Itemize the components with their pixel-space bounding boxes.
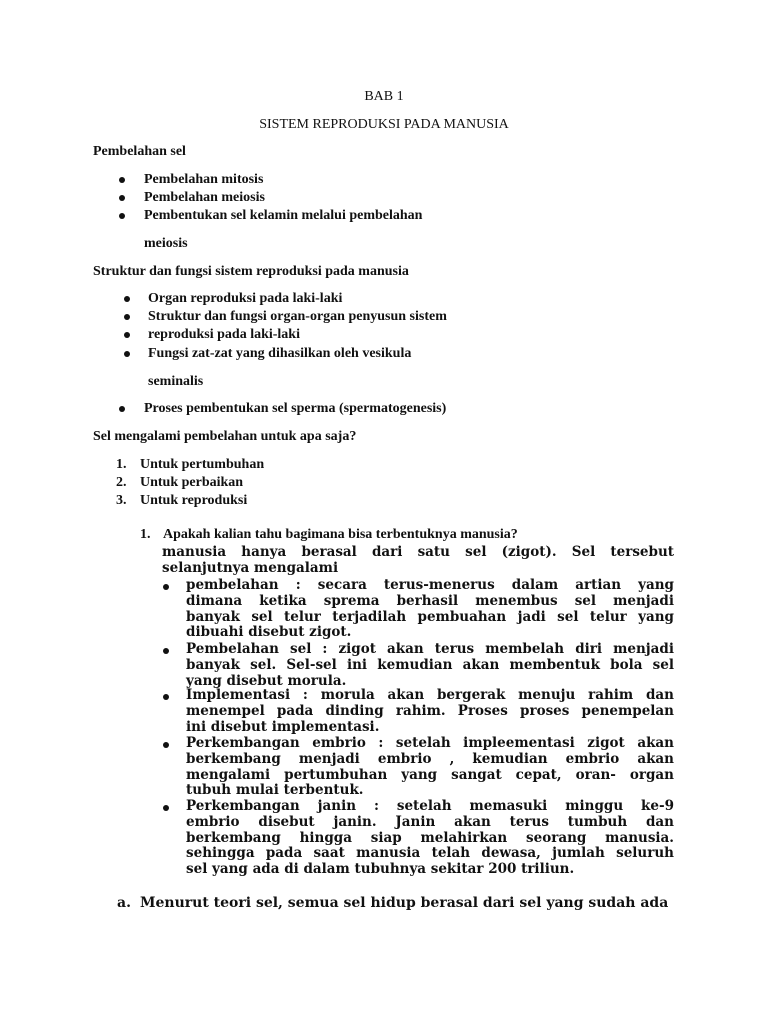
bullet-line: Implementasi : morula akan bergerak menuju rahim dan [186, 687, 674, 703]
answer-line: manusia hanya berasal dari satu sel (zigot). Sel tersebut [162, 544, 674, 560]
list-number: 1. [116, 457, 127, 472]
bullet-marker [163, 805, 169, 811]
answer-bullet-janin [186, 799, 674, 878]
answer-bullet-embrio [186, 736, 674, 799]
answer-bullet-pembelahan [186, 578, 674, 641]
section1-item: Pembelahan mitosis [144, 172, 264, 187]
chapter-label: BAB 1 [364, 89, 404, 104]
section2-item: Organ reproduksi pada laki-laki [148, 291, 343, 306]
section1-item: Pembentukan sel kelamin melalui pembelahan [144, 208, 423, 223]
answer-bullet-pembelahan-sel [186, 642, 674, 689]
answer-bullet-implementasi [186, 688, 674, 735]
section2-item: Struktur dan fungsi organ-organ penyusun sistem [148, 309, 447, 324]
section1-title: Pembelahan sel [93, 144, 186, 159]
section3-item: Untuk perbaikan [140, 475, 244, 490]
chapter-title: SISTEM REPRODUKSI PADA MANUSIA [259, 117, 509, 132]
bullet-line: banyak sel telur terjadilah pembuahan jadi sel telur yang [186, 608, 674, 625]
bullet-marker [124, 314, 130, 320]
bullet-line: yang disebut morula. [186, 672, 347, 689]
bullet-line: berkembang menjadi embrio , kemudian embrio akan [186, 750, 674, 767]
bullet-marker [119, 195, 125, 201]
section2-item: Fungsi zat-zat yang dihasilkan oleh vesikula [148, 346, 412, 361]
bullet-line: mengalami pertumbuhan yang sangat cepat, oran- organ [186, 766, 674, 783]
section2-continuation: seminalis [148, 374, 204, 389]
question-text: Apakah kalian tahu bagimana bisa terbentuknya manusia? [163, 527, 518, 542]
section2-item: reproduksi pada laki-laki [148, 327, 300, 342]
bullet-line: Perkembangan janin : setelah memasuki minggu ke-9 [186, 798, 674, 814]
bullet-marker [119, 177, 125, 183]
note-text: Menurut teori sel, semua sel hidup berasal dari sel yang sudah ada [140, 895, 669, 911]
bullet-line: sehingga pada saat manusia telah dewasa, jumlah seluruh [186, 845, 674, 862]
bullet-line: tubuh mulai terbentuk. [186, 782, 364, 799]
bullet-marker [163, 742, 169, 748]
bullet-line: banyak sel. Sel-sel ini kemudian akan membentuk bola sel [186, 656, 674, 673]
bullet-marker [124, 332, 130, 338]
answer-line: selanjutnya mengalami [162, 559, 339, 576]
bullet-line: pembelahan : secara terus-menerus dalam artian yang [186, 577, 674, 593]
section3-item: Untuk reproduksi [140, 493, 248, 508]
bullet-marker [119, 213, 125, 219]
list-number: 3. [116, 493, 127, 508]
bullet-line: sel yang ada di dalam tubuhnya sekitar 200 triliun. [186, 861, 575, 878]
bullet-line: berkembang hingga siap melahirkan seorang manusia. [186, 829, 674, 846]
section1-item: Pembelahan meiosis [144, 190, 265, 205]
list-number: 2. [116, 475, 127, 490]
bullet-line: dimana ketika sprema berhasil menembus sel menjadi [186, 592, 674, 609]
answer-intro [162, 545, 674, 577]
bullet-line: ini disebut implementasi. [186, 718, 380, 735]
section3-item: Untuk pertumbuhan [140, 457, 265, 472]
bullet-marker [124, 296, 130, 302]
bullet-marker [163, 694, 169, 700]
question-number: 1. [140, 527, 151, 542]
note-letter: a. [117, 895, 131, 911]
section1-continuation: meiosis [144, 236, 188, 251]
bullet-marker [163, 648, 169, 654]
bullet-line: Pembelahan sel : zigot akan terus membelah diri menjadi [186, 641, 674, 657]
bullet-marker [163, 584, 169, 590]
bullet-line: embrio disebut janin. Janin akan terus tumbuh dan [186, 813, 674, 830]
bullet-line: Perkembangan embrio : setelah impleementasi zigot akan [186, 735, 674, 751]
section3-title: Sel mengalami pembelahan untuk apa saja? [93, 429, 357, 444]
bullet-line: menempel pada dinding rahim. Proses proses penempelan [186, 702, 674, 719]
bullet-line: dibuahi disebut zigot. [186, 624, 352, 641]
section2-title: Struktur dan fungsi sistem reproduksi pada manusia [93, 264, 409, 279]
bullet-marker [119, 406, 125, 412]
section2-extra-item: Proses pembentukan sel sperma (spermatogenesis) [144, 401, 447, 416]
bullet-marker [124, 351, 130, 357]
